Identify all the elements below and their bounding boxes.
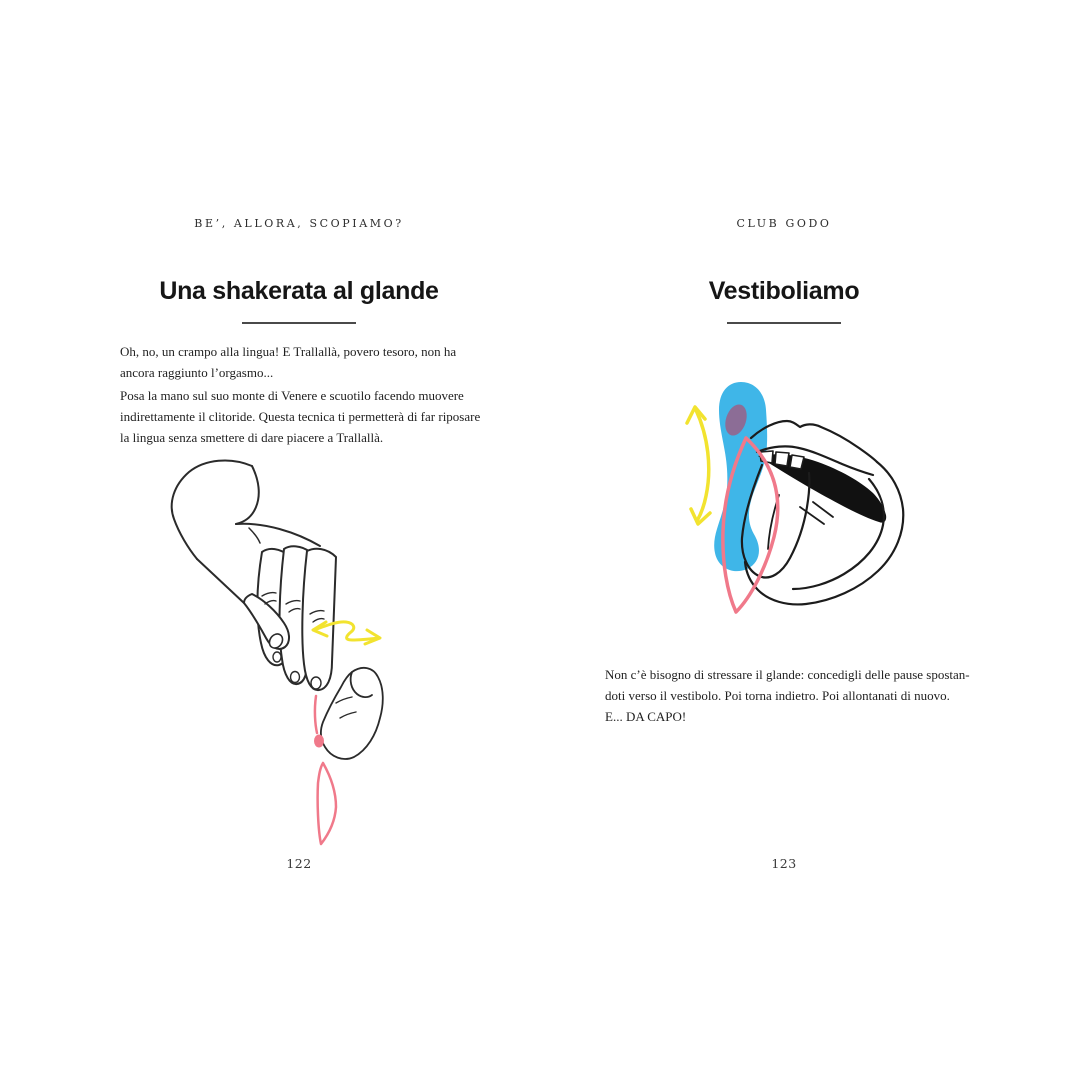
page-number-left: 122 xyxy=(286,856,312,871)
illustration-mouth-vestibule xyxy=(650,368,940,658)
chapter-title-left: Una shakerata al glande xyxy=(159,277,439,305)
mons-line-art xyxy=(321,668,383,759)
text-line: la lingua senza smettere di dare piacere a Trallallà. xyxy=(120,430,384,445)
text-line: Oh, no, un crampo alla lingua! E Trallallà, povero tesoro, non ha xyxy=(120,344,457,359)
text-line: E... DA CAPO! xyxy=(605,709,687,724)
text-line: Non c’è bisogno di stressare il glande: concedigli delle pause spostan- xyxy=(605,667,970,682)
paragraph xyxy=(120,385,481,448)
hand-line-art xyxy=(172,460,336,690)
running-head-right: CLUB GODO xyxy=(736,217,832,230)
updown-arrow-icon xyxy=(687,407,710,524)
paragraph xyxy=(120,341,478,383)
page-number-right: 123 xyxy=(771,856,797,871)
title-divider-right xyxy=(727,322,841,324)
body-text-right xyxy=(605,664,970,729)
chapter-title-right: Vestiboliamo xyxy=(708,277,860,305)
mouth-line-art xyxy=(742,421,903,604)
running-head-left: BE’, ALLORA, SCOPIAMO? xyxy=(194,217,404,230)
title-divider-left xyxy=(242,322,356,324)
illustration-hand-shake xyxy=(150,440,480,860)
text-line: ancora raggiunto l’orgasmo... xyxy=(120,365,274,380)
text-line: doti verso il vestibolo. Poi torna indietro. Poi allontanati di nuovo. xyxy=(605,688,950,703)
text-line: Posa la mano sul suo monte di Venere e scuotilo facendo muovere xyxy=(120,388,464,403)
body-text-left xyxy=(120,341,481,450)
paragraph xyxy=(605,664,970,727)
text-line: indirettamente il clitoride. Questa tecnica ti permetterà di far riposare xyxy=(120,409,481,424)
